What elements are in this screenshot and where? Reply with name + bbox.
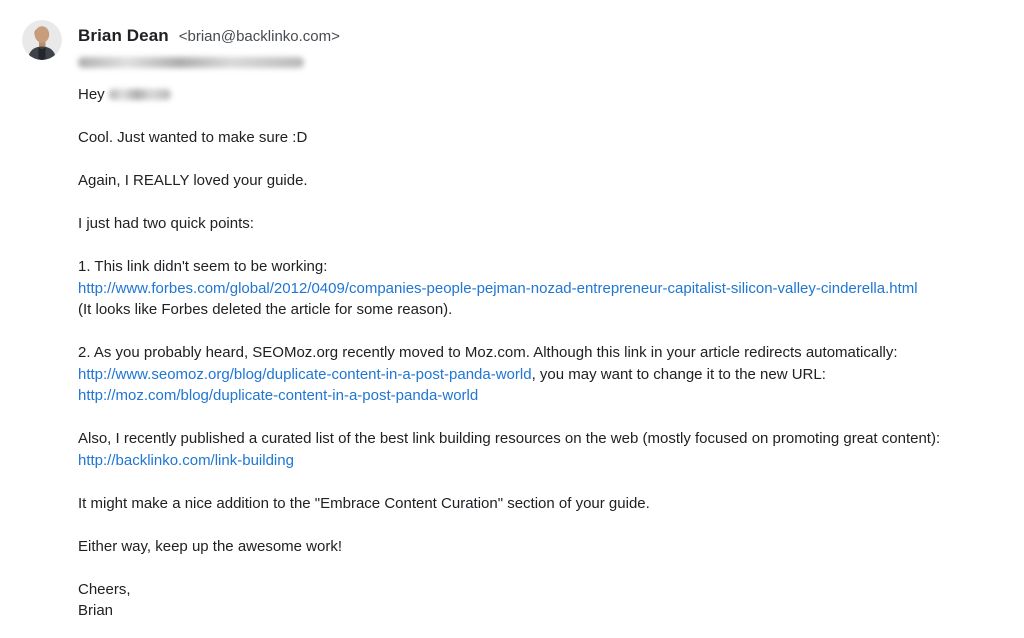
body-text: Brian — [78, 602, 114, 619]
blank-line — [78, 149, 940, 171]
email-link[interactable]: http://backlinko.com/link-building — [78, 451, 294, 469]
blank-line — [78, 192, 940, 214]
header-text — [78, 20, 340, 67]
blank-line — [78, 514, 940, 536]
body-line — [78, 493, 940, 515]
email-link[interactable]: http://www.seomoz.org/blog/duplicate-content-in-a-post-panda-world — [78, 365, 532, 383]
blank-line — [78, 235, 940, 257]
sender-avatar[interactable] — [22, 20, 62, 60]
email-body — [78, 84, 940, 622]
body-text: Again, I REALLY loved your guide. — [78, 172, 308, 189]
body-text: Cool. Just wanted to make sure :D — [78, 129, 308, 146]
redacted-recipient — [78, 57, 304, 68]
body-text: 1. This link didn't seem to be working: — [78, 258, 328, 275]
blank-line — [78, 321, 940, 343]
body-line — [78, 342, 940, 364]
body-line — [78, 600, 940, 622]
recipient-line[interactable] — [78, 54, 340, 67]
email-link[interactable]: http://moz.com/blog/duplicate-content-in-a-post-panda-world — [78, 387, 479, 404]
body-line — [78, 84, 940, 106]
avatar-image — [22, 20, 62, 60]
blank-line — [78, 471, 940, 493]
body-line — [78, 256, 940, 278]
body-text: , you may want to change it to the new URL: — [531, 365, 826, 383]
body-line — [78, 364, 940, 386]
body-line — [78, 278, 940, 300]
body-text: (It looks like Forbes deleted the article for some reason). — [78, 301, 453, 318]
body-line — [78, 428, 940, 450]
body-line — [78, 450, 940, 472]
body-line — [78, 170, 940, 192]
body-text: Cheers, — [78, 580, 131, 598]
body-line — [78, 385, 940, 407]
blank-line — [78, 106, 940, 128]
body-text: Also, I recently published a curated list of the best link building resources on the web (mostly focused on promoting great content): — [78, 430, 941, 447]
body-text: 2. As you probably heard, SEOMoz.org recently moved to Moz.com. Although this link in your article redirects automatically: — [78, 344, 898, 361]
sender-email: <brian@backlinko.com> — [178, 28, 340, 45]
blank-line — [78, 407, 940, 429]
body-line — [78, 213, 940, 235]
body-text: It might make a nice addition to the "Embrace Content Curation" section of your guide. — [78, 494, 650, 512]
body-line — [78, 579, 940, 601]
redacted-text — [109, 89, 171, 100]
body-line — [78, 299, 940, 321]
body-text: I just had two quick points: — [78, 215, 254, 232]
blank-line — [78, 557, 940, 579]
body-text: Hey — [78, 86, 109, 103]
body-line — [78, 536, 940, 558]
sender-line — [78, 26, 340, 46]
email-link[interactable]: http://www.forbes.com/global/2012/0409/companies-people-pejman-nozad-entrepreneur-capitalist-silicon-valley-cinderella.html — [78, 279, 918, 297]
body-line — [78, 127, 940, 149]
sender-name: Brian Dean — [78, 26, 169, 45]
email-header — [22, 20, 340, 67]
body-text: Either way, keep up the awesome work! — [78, 537, 343, 555]
